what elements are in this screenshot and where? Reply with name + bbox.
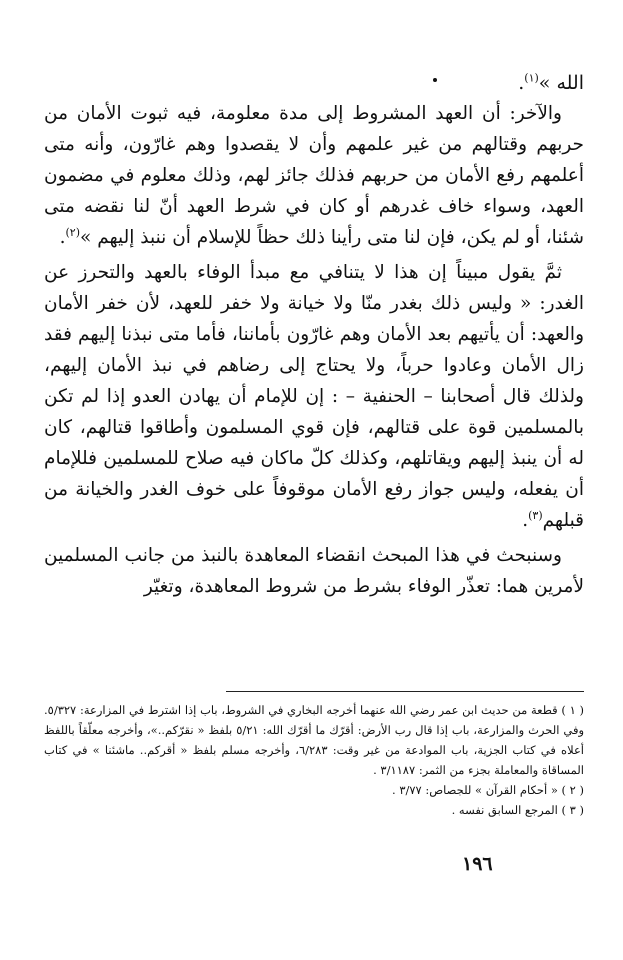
paragraph-3	[44, 540, 584, 602]
footnote-3: ( ٣ ) المرجع السابق نفسه .	[451, 803, 584, 817]
page-body	[44, 62, 584, 606]
carryover-text: الله »	[538, 72, 584, 94]
paragraph-1-tail: .	[59, 227, 66, 248]
footnote-1: ( ١ ) قطعة من حديث ابن عمر رضي الله عنهما أخرجه البخاري في الشروط، باب إذا اشترط في المزارعة: ٥/٣٢٧. وفي الحرث والمزارعة، باب إذا قال رب الأرض: أقرّك ما أقرّك الله: ٥/٢١ بلفظ « نقرّكم..»، وأخرجه معلّقاً باللفظ أعلاه في كتاب الجزية، باب الموادعة من غير وقت: ٦/٢٨٣، وأخرجه مسلم بلفظ « أقركم.. ماشئنا » في كتاب المساقاة والمعاملة بجزء من الثمر: ٣/١١٨٧ .	[44, 703, 584, 777]
paragraph-2-text: ثمَّ يقول مبيناً إن هذا لا يتنافي مع مبدأ الوفاء بالعهد والتحرز عن الغدر: « وليس ذلك بغدر منّا ولا خيانة ولا خفر للعهد، لأن خفر الأمان والعهد: أن يأتيهم بعد الأمان وهم غارّون بأماننا، فأما متى نبذنا إليهم فقد زال الأمان وعادوا حرباً، ولا يحتاج إلى رضاهم في نبذ الأمان إليهم، ولذلك قال أصحابنا – الحنفية – : إن للإمام أن يهادن العدو إذا لم تكن بالمسلمين قوة على قتالهم، فإن قوي المسلمون وأطاقوا قتالهم، كان له أن ينبذ إليهم ويقاتلهم، وكذلك كلّ ماكان فيه صلاح للمسلمين فللإمام أن يفعله، وليس جواز رفع الأمان موقوفاً على خوف الغدر والخيانة من قبلهم	[44, 262, 584, 531]
footnote-ref-2: (٢)	[65, 225, 81, 239]
paragraph-1	[44, 98, 584, 253]
footnote-ref-3: (٣)	[528, 508, 543, 522]
footnote-2: ( ٢ ) « أحكام القرآن » للجصاص: ٣/٧٧ .	[392, 783, 584, 797]
paragraph-2-tail: .	[522, 510, 529, 531]
paragraph-3-text: وسنبحث في هذا المبحث انقضاء المعاهدة بالنبذ من جانب المسلمين لأمرين هما: تعذّر الوفاء بشرط من شروط المعاهدة، وتغيّر	[44, 545, 584, 597]
carryover-line: الله »$^{(١)}$.	[518, 71, 584, 94]
paragraph-2	[44, 257, 584, 536]
footnote-separator	[226, 691, 584, 692]
page-number: ١٩٦	[462, 853, 493, 875]
footnotes	[44, 700, 584, 820]
paragraph-1-text: والآخر: أن العهد المشروط إلى مدة معلومة، فيه ثبوت الأمان من حربهم وقتالهم من غير علمهم وأن لا يقصدوا وهم غارّون، وأنه متى أعلمهم رفع الأمان من حربهم فذلك جائز لهم، وذلك معلوم في مضمون العهد، وسواء خاف غدرهم أو كان في شرط العهد أنّ لنا نقضه متى شئنا، أو لم يكن، فإن لنا متى رأينا ذلك حظاً للإسلام أن ننبذ إليهم »	[44, 103, 584, 248]
footnote-ref-1: (١)	[524, 71, 539, 85]
